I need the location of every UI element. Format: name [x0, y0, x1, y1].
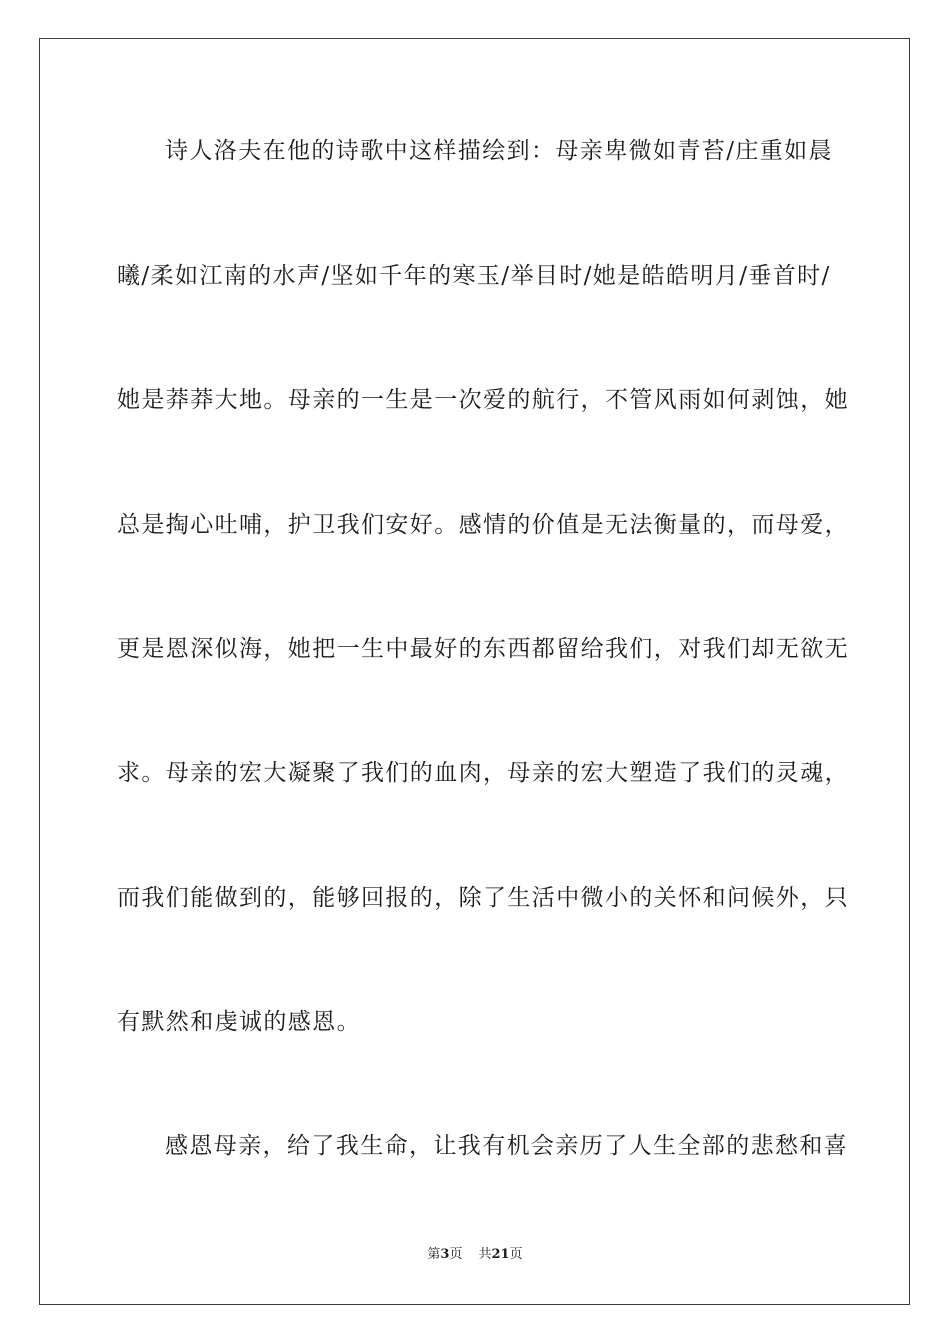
- paragraph-line: 求。母亲的宏大凝聚了我们的血肉，母亲的宏大塑造了我们的灵魂，: [117, 760, 849, 786]
- total-suffix: 页: [509, 1247, 523, 1262]
- total-pages: 21: [491, 1247, 510, 1262]
- page-footer: [0, 1246, 950, 1264]
- total-prefix: 共: [478, 1247, 492, 1262]
- paragraph-line: 曦/柔如江南的水声/坚如千年的寒玉/举目时/她是皓皓明月/垂首时/: [117, 263, 831, 289]
- paragraph-line: 更是恩深似海，她把一生中最好的东西都留给我们，对我们却无欲无: [117, 636, 849, 662]
- page-suffix: 页: [449, 1247, 463, 1262]
- page-number: 3: [440, 1247, 450, 1262]
- paragraph-line: 感恩母亲，给了我生命，让我有机会亲历了人生全部的悲愁和喜: [165, 1133, 849, 1159]
- paragraph-line: 总是掏心吐哺，护卫我们安好。感情的价值是无法衡量的，而母爱，: [117, 512, 849, 538]
- paragraph-line: 有默然和虔诚的感恩。: [117, 1009, 361, 1035]
- page-border: [39, 38, 910, 1305]
- page-prefix: 第: [427, 1247, 441, 1262]
- paragraph-line: 诗人洛夫在他的诗歌中这样描绘到：母亲卑微如青苔/庄重如晨: [165, 138, 833, 164]
- paragraph-line: 她是莽莽大地。母亲的一生是一次爱的航行，不管风雨如何剥蚀，她: [117, 387, 849, 413]
- paragraph-line: 而我们能做到的，能够回报的，除了生活中微小的关怀和问候外，只: [117, 885, 849, 911]
